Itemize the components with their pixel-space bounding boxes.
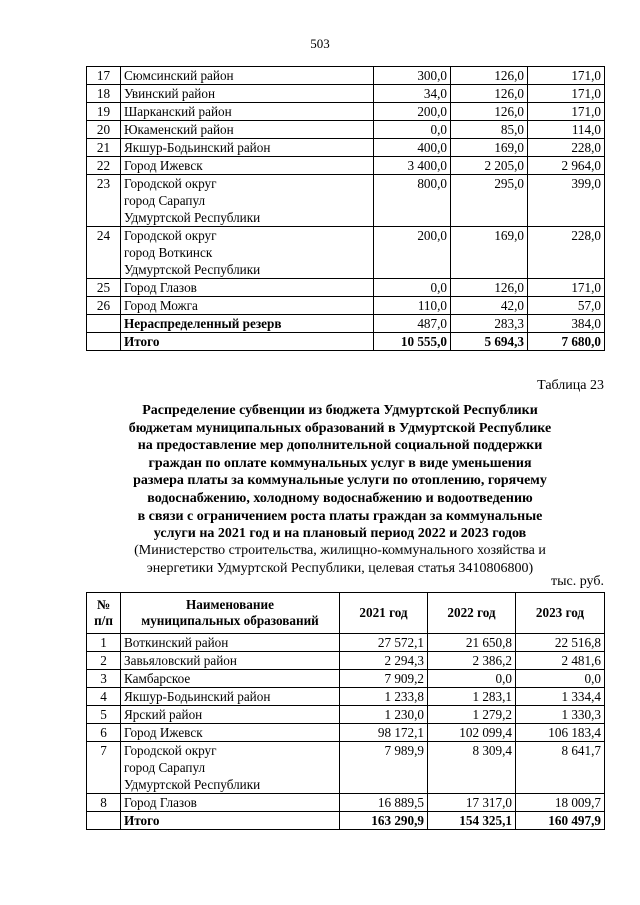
value-2023: 114,0 <box>528 121 605 139</box>
value-2021: 0,0 <box>374 279 451 297</box>
value-2022: 169,0 <box>451 139 528 157</box>
value-2022: 0,0 <box>428 670 516 688</box>
table-row <box>87 157 605 175</box>
value-2021: 0,0 <box>374 121 451 139</box>
value-2022: 126,0 <box>451 85 528 103</box>
total-2022: 5 694,3 <box>451 333 528 351</box>
row-number: 1 <box>87 634 121 652</box>
value-2021: 2 294,3 <box>340 652 428 670</box>
value-2021: 3 400,0 <box>374 157 451 175</box>
header-number: № п/п <box>87 593 121 634</box>
header-row <box>87 593 605 634</box>
municipality-name: Ярский район <box>121 706 340 724</box>
row-number: 17 <box>87 67 121 85</box>
value-2021: 1 230,0 <box>340 706 428 724</box>
table-row <box>87 297 605 315</box>
row-number: 22 <box>87 157 121 175</box>
row-number: 6 <box>87 724 121 742</box>
municipality-name <box>121 227 374 279</box>
name-line: город Воткинск <box>124 245 213 260</box>
table-row <box>87 634 605 652</box>
municipality-name: Город Ижевск <box>121 157 374 175</box>
total-label: Итого <box>121 333 374 351</box>
table-row <box>87 670 605 688</box>
row-number: 2 <box>87 652 121 670</box>
value-2023: 2 481,6 <box>516 652 605 670</box>
table-row <box>87 279 605 297</box>
municipality-name: Город Ижевск <box>121 724 340 742</box>
title-line: водоснабжению, холодному водоснабжению и водоотведению <box>147 490 533 506</box>
table-row <box>87 85 605 103</box>
allocation-table-23 <box>86 592 605 830</box>
total-2021: 10 555,0 <box>374 333 451 351</box>
municipality-name: Город Можга <box>121 297 374 315</box>
name-line: Городской округ <box>124 176 217 191</box>
name-line: Городской округ <box>124 228 217 243</box>
value-2022: 17 317,0 <box>428 794 516 812</box>
value-2021: 300,0 <box>374 67 451 85</box>
header-2021: 2021 год <box>340 593 428 634</box>
row-number: 25 <box>87 279 121 297</box>
total-row <box>87 812 605 830</box>
name-line: Удмуртской Республики <box>124 262 261 277</box>
table-row <box>87 688 605 706</box>
value-2022: 126,0 <box>451 67 528 85</box>
value-2023: 399,0 <box>528 175 605 227</box>
value-2023: 171,0 <box>528 85 605 103</box>
row-number: 3 <box>87 670 121 688</box>
row-number: 4 <box>87 688 121 706</box>
title-line: граждан по оплате коммунальных услуг в виде уменьшения <box>148 455 532 471</box>
value-2023: 57,0 <box>528 297 605 315</box>
value-2022: 126,0 <box>451 103 528 121</box>
value-2021: 1 233,8 <box>340 688 428 706</box>
table-title <box>80 402 600 543</box>
value-2023: 2 964,0 <box>528 157 605 175</box>
value-2023: 228,0 <box>528 139 605 157</box>
total-2021: 163 290,9 <box>340 812 428 830</box>
reserve-label: Нераспределенный резерв <box>121 315 374 333</box>
value-2023: 8 641,7 <box>516 742 605 794</box>
value-2022: 2 205,0 <box>451 157 528 175</box>
table-row <box>87 652 605 670</box>
table-row <box>87 706 605 724</box>
table-row <box>87 794 605 812</box>
value-2022: 1 283,1 <box>428 688 516 706</box>
allocation-table-continued <box>86 66 605 351</box>
value-2023: 106 183,4 <box>516 724 605 742</box>
name-line: город Сарапул <box>124 193 206 208</box>
municipality-name: Якшур-Бодьинский район <box>121 688 340 706</box>
name-line: город Сарапул <box>124 760 206 775</box>
value-2023: 0,0 <box>516 670 605 688</box>
row-number: 19 <box>87 103 121 121</box>
municipality-name: Шарканский район <box>121 103 374 121</box>
subtitle-line: (Министерство строительства, жилищно-коммунального хозяйства и <box>134 543 546 558</box>
value-2021: 7 989,9 <box>340 742 428 794</box>
municipality-name <box>121 175 374 227</box>
name-line: Городской округ <box>124 743 217 758</box>
title-line: услуги на 2021 год и на плановый период 2022 и 2023 годов <box>153 526 527 542</box>
value-2022: 21 650,8 <box>428 634 516 652</box>
value-2022: 102 099,4 <box>428 724 516 742</box>
reserve-2021: 487,0 <box>374 315 451 333</box>
row-number: 23 <box>87 175 121 227</box>
municipality-name: Город Глазов <box>121 794 340 812</box>
table-row <box>87 103 605 121</box>
value-2023: 18 009,7 <box>516 794 605 812</box>
reserve-row <box>87 315 605 333</box>
table-subtitle <box>80 542 600 577</box>
municipality-name: Завьяловский район <box>121 652 340 670</box>
value-2021: 7 909,2 <box>340 670 428 688</box>
total-2023: 7 680,0 <box>528 333 605 351</box>
header-2023: 2023 год <box>516 593 605 634</box>
header-name: Наименование муниципальных образований <box>121 593 340 634</box>
municipality-name: Камбарское <box>121 670 340 688</box>
name-line: Удмуртской Республики <box>124 210 261 225</box>
value-2022: 169,0 <box>451 227 528 279</box>
municipality-name <box>121 742 340 794</box>
table-row <box>87 139 605 157</box>
header-2022: 2022 год <box>428 593 516 634</box>
value-2022: 2 386,2 <box>428 652 516 670</box>
table-row <box>87 121 605 139</box>
reserve-2022: 283,3 <box>451 315 528 333</box>
total-2022: 154 325,1 <box>428 812 516 830</box>
title-line: бюджетам муниципальных образований в Удмуртской Республике <box>128 420 552 436</box>
table-label: Таблица 23 <box>537 378 604 393</box>
subtitle-line: энергетики Удмуртской Республики, целевая статья 3410806800) <box>146 560 534 576</box>
row-number: 20 <box>87 121 121 139</box>
page-number: 503 <box>310 36 330 51</box>
value-2022: 85,0 <box>451 121 528 139</box>
table-row <box>87 175 605 227</box>
value-2021: 400,0 <box>374 139 451 157</box>
value-2022: 1 279,2 <box>428 706 516 724</box>
table-row <box>87 742 605 794</box>
row-number: 26 <box>87 297 121 315</box>
row-number: 7 <box>87 742 121 794</box>
units-label: тыс. руб. <box>551 574 604 589</box>
value-2023: 22 516,8 <box>516 634 605 652</box>
row-number: 24 <box>87 227 121 279</box>
reserve-2023: 384,0 <box>528 315 605 333</box>
title-line: в связи с ограничением роста платы граждан за коммунальные <box>137 508 543 524</box>
title-line: Распределение субвенции из бюджета Удмуртской Республики <box>142 403 538 418</box>
row-number: 18 <box>87 85 121 103</box>
municipality-name: Якшур-Бодьинский район <box>121 139 374 157</box>
value-2022: 8 309,4 <box>428 742 516 794</box>
value-2022: 126,0 <box>451 279 528 297</box>
value-2023: 228,0 <box>528 227 605 279</box>
value-2021: 98 172,1 <box>340 724 428 742</box>
value-2021: 800,0 <box>374 175 451 227</box>
value-2023: 171,0 <box>528 67 605 85</box>
total-2023: 160 497,9 <box>516 812 605 830</box>
table-row <box>87 227 605 279</box>
title-line: на предоставление мер дополнительной социальной поддержки <box>137 438 543 454</box>
value-2021: 200,0 <box>374 227 451 279</box>
row-number: 21 <box>87 139 121 157</box>
municipality-name: Увинский район <box>121 85 374 103</box>
value-2023: 171,0 <box>528 279 605 297</box>
table-row <box>87 67 605 85</box>
municipality-name: Юкаменский район <box>121 121 374 139</box>
value-2021: 110,0 <box>374 297 451 315</box>
value-2022: 42,0 <box>451 297 528 315</box>
municipality-name: Город Глазов <box>121 279 374 297</box>
total-label: Итого <box>121 812 340 830</box>
value-2021: 16 889,5 <box>340 794 428 812</box>
name-line: Удмуртской Республики <box>124 777 261 792</box>
value-2023: 1 334,4 <box>516 688 605 706</box>
value-2022: 295,0 <box>451 175 528 227</box>
value-2021: 34,0 <box>374 85 451 103</box>
row-number: 8 <box>87 794 121 812</box>
value-2023: 171,0 <box>528 103 605 121</box>
municipality-name: Воткинский район <box>121 634 340 652</box>
row-number: 5 <box>87 706 121 724</box>
value-2021: 200,0 <box>374 103 451 121</box>
total-row <box>87 333 605 351</box>
title-line: размера платы за коммунальные услуги по отоплению, горячему <box>133 473 547 489</box>
municipality-name: Сюмсинский район <box>121 67 374 85</box>
table-row <box>87 724 605 742</box>
value-2021: 27 572,1 <box>340 634 428 652</box>
value-2023: 1 330,3 <box>516 706 605 724</box>
